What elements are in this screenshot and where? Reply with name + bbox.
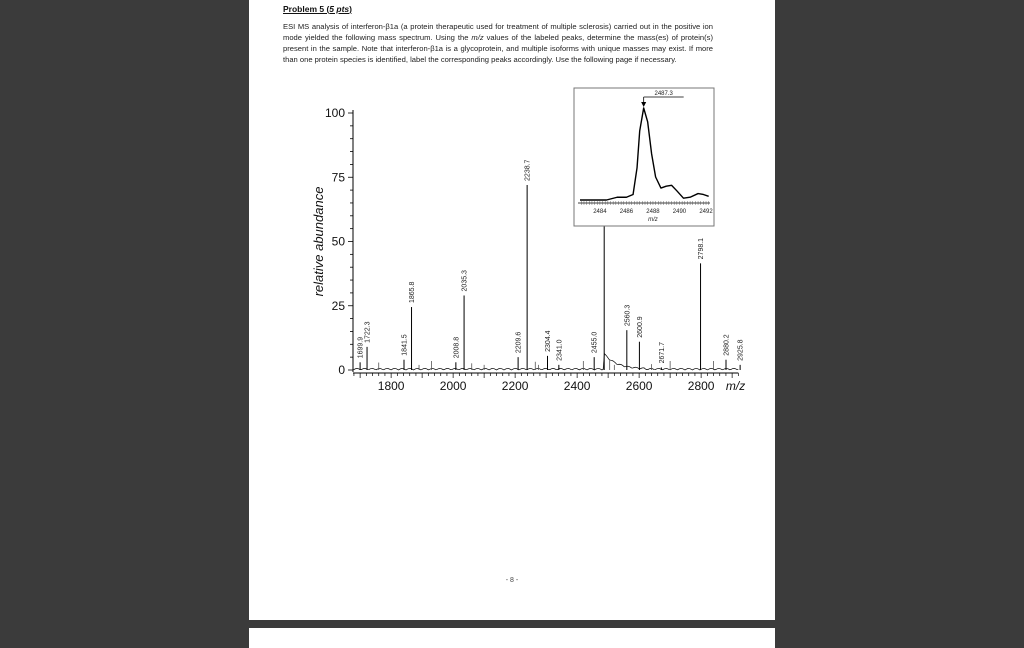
problem-title-text: Problem 5 ( bbox=[283, 4, 330, 14]
y-tick-label: 25 bbox=[331, 298, 345, 313]
y-tick-label: 100 bbox=[324, 106, 345, 120]
x-tick-label: 2400 bbox=[563, 379, 591, 393]
peak-label: 2925.8 bbox=[737, 339, 745, 361]
mass-spectrum-chart bbox=[249, 0, 775, 620]
problem-text: ESI MS analysis of interferon-β1a (a protein therapeutic used for treatment of multiple sclerosis) carried out in the positive ion mode yielded the following mass spectrum. Using the m/z values of the labeled peaks, determine the mass(es) of protein(s) present in the sample. Note that interferon-β1a is a glycoprotein, and multiple isoforms with unique masses may exist. If more than one protein species is identified, label the corresponding peaks accordingly. Use the following page if necessary. bbox=[283, 22, 713, 64]
x-tick-label: 2800 bbox=[687, 379, 715, 393]
x-axis-label: m/z bbox=[725, 379, 746, 393]
inset-tick-label: 2484 bbox=[593, 209, 607, 215]
y-axis-label: relative abundance bbox=[311, 186, 326, 297]
y-tick-label: 50 bbox=[331, 234, 345, 249]
peak-label: 2238.7 bbox=[524, 159, 532, 181]
x-tick-label: 2000 bbox=[439, 379, 467, 393]
peak-label: 2035.3 bbox=[461, 270, 469, 292]
peak-label: 2455.0 bbox=[591, 331, 599, 354]
x-tick-label: 2600 bbox=[625, 379, 653, 393]
inset-tick-label: 2488 bbox=[646, 209, 660, 215]
peak-label: 2341.0 bbox=[556, 339, 564, 361]
peak-label: 2209.6 bbox=[515, 331, 523, 354]
problem-points: 5 pts bbox=[329, 4, 350, 14]
peak-label: 2798.1 bbox=[698, 237, 706, 260]
y-tick-label: 0 bbox=[338, 363, 345, 377]
inset-tick-label: 2486 bbox=[619, 209, 634, 215]
peak-label: 2671.7 bbox=[658, 342, 666, 364]
page-number: - 8 - bbox=[505, 577, 519, 584]
next-page bbox=[249, 628, 775, 648]
peak-label: 2304.4 bbox=[544, 330, 552, 352]
peak-label: 2008.8 bbox=[453, 336, 461, 359]
peak-label: 2560.3 bbox=[624, 304, 632, 327]
inset-x-label: m/z bbox=[648, 217, 658, 223]
peak-label: 1865.8 bbox=[409, 281, 417, 304]
peak-label: 1699.9 bbox=[357, 336, 365, 359]
problem-title-end: ) bbox=[349, 4, 352, 14]
peak-label: 1841.5 bbox=[401, 334, 409, 356]
inset-tick-label: 2492 bbox=[699, 209, 713, 215]
inset-tick-label: 2490 bbox=[672, 209, 687, 215]
x-tick-label: 1800 bbox=[377, 379, 405, 393]
peak-label: 2600.9 bbox=[636, 316, 644, 338]
y-tick-label: 75 bbox=[331, 170, 345, 185]
x-tick-label: 2200 bbox=[501, 379, 529, 393]
document-page bbox=[249, 0, 775, 620]
peak-label: 2880.2 bbox=[723, 334, 731, 356]
inset-annotation: 2487.3 bbox=[654, 91, 673, 97]
peak-label: 1722.3 bbox=[364, 321, 372, 343]
